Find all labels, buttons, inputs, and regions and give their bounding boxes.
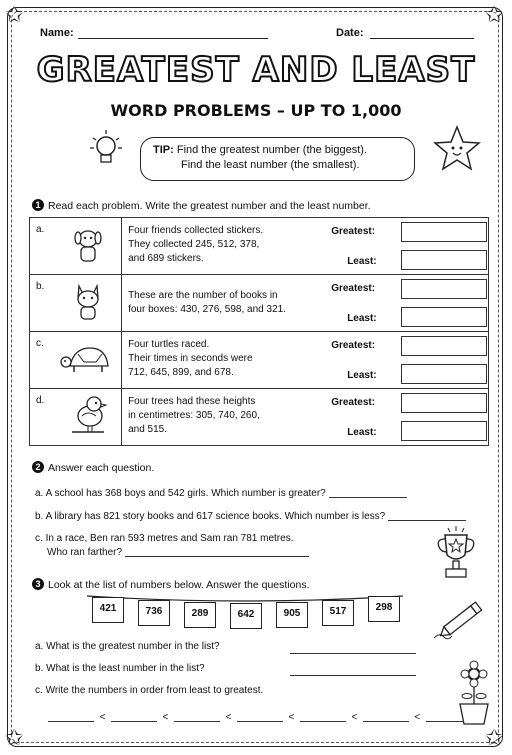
name-label: Name: — [40, 27, 74, 39]
question-letter: c. — [35, 685, 43, 696]
greatest-label: Greatest: — [331, 226, 376, 237]
tip-line-1: Find the greatest number (the biggest). — [176, 144, 368, 156]
problem-line: four boxes: 430, 276, 598, and 321. — [128, 304, 286, 315]
greatest-answer-box[interactable] — [401, 279, 487, 299]
less-than-symbol: < — [414, 712, 421, 723]
problem-letter: b. — [30, 275, 56, 332]
question-3c — [35, 684, 263, 698]
problem-letter: a. — [30, 218, 56, 275]
problem-line: These are the number of books in — [128, 290, 278, 301]
section1-number: 1 — [32, 199, 44, 211]
question-letter: a. — [35, 488, 44, 499]
problem-line: They collected 245, 512, 378, — [128, 239, 260, 250]
problem-line: 712, 645, 899, and 678. — [128, 367, 234, 378]
date-label: Date: — [336, 27, 364, 39]
bird-icon — [56, 389, 122, 446]
cat-icon — [56, 275, 122, 332]
least-answer-box[interactable] — [401, 421, 487, 441]
problem-line: Four trees had these heights — [128, 396, 256, 407]
problem-letter: d. — [30, 389, 56, 446]
number-flag: 517 — [322, 600, 354, 626]
problem-line: and 515. — [128, 424, 168, 435]
question-2a — [35, 487, 407, 501]
answer-blank[interactable] — [125, 546, 309, 557]
problem-text — [122, 218, 324, 275]
problem-line: Their times in seconds were — [128, 353, 253, 364]
section2-instruction: Answer each question. — [48, 462, 155, 474]
number-flag: 289 — [184, 602, 216, 628]
date-field[interactable] — [370, 38, 474, 39]
answer-cell — [323, 218, 488, 275]
number-flag: 736 — [138, 600, 170, 626]
question-letter: b. — [35, 511, 44, 522]
section3-number: 3 — [32, 578, 44, 590]
less-than-symbol: < — [99, 712, 106, 723]
number-flag: 905 — [276, 602, 308, 628]
least-answer-box[interactable] — [401, 250, 487, 270]
tip-label: TIP: — [153, 144, 174, 156]
dog-icon — [56, 218, 122, 275]
least-answer-box[interactable] — [401, 307, 487, 327]
answer-blank[interactable] — [388, 510, 466, 521]
problem-row-d — [30, 389, 489, 446]
greatest-answer-box[interactable] — [401, 336, 487, 356]
turtle-icon — [56, 332, 122, 389]
number-flag: 642 — [230, 603, 262, 629]
problem-line: and 689 stickers. — [128, 253, 204, 264]
section3-heading — [32, 578, 310, 591]
section3-instruction: Look at the list of numbers below. Answer the questions. — [48, 579, 310, 591]
question-text: A library has 821 story books and 617 science books. Which number is less? — [45, 511, 386, 522]
question-letter: c. — [35, 533, 43, 544]
order-blank[interactable] — [48, 711, 94, 722]
less-than-symbol: < — [351, 712, 358, 723]
problem-text — [122, 389, 324, 446]
problem-letter: c. — [30, 332, 56, 389]
pencil-icon — [432, 600, 490, 642]
star-icon — [432, 124, 482, 172]
question-letter: a. — [35, 641, 44, 652]
question-2b — [35, 510, 466, 524]
less-than-symbol: < — [225, 712, 232, 723]
answer-cell — [323, 389, 488, 446]
question-text: What is the greatest number in the list? — [46, 641, 220, 652]
section1-instruction: Read each problem. Write the greatest number and the least number. — [48, 200, 371, 212]
tip-box — [140, 137, 415, 181]
answer-blank[interactable] — [329, 487, 407, 498]
less-than-symbol: < — [288, 712, 295, 723]
problem-line: in centimetres: 305, 740, 260, — [128, 410, 260, 421]
greatest-label: Greatest: — [331, 397, 376, 408]
answer-cell — [323, 275, 488, 332]
question-letter: b. — [35, 663, 44, 674]
problem-line: Four turtles raced. — [128, 339, 210, 350]
answer-cell — [323, 332, 488, 389]
problem-row-b — [30, 275, 489, 332]
question-text: Who ran farther? — [47, 547, 123, 558]
section2-number: 2 — [32, 461, 44, 473]
page-subtitle: WORD PROBLEMS – UP TO 1,000 — [110, 101, 402, 120]
greatest-label: Greatest: — [331, 283, 376, 294]
problem-text — [122, 275, 324, 332]
greatest-answer-box[interactable] — [401, 222, 487, 242]
section1-heading — [32, 199, 371, 212]
flower-pot-icon — [452, 660, 496, 728]
problem-line: Four friends collected stickers. — [128, 225, 264, 236]
least-label: Least: — [347, 370, 377, 381]
least-answer-box[interactable] — [401, 364, 487, 384]
order-blank[interactable] — [363, 711, 409, 722]
order-row — [48, 711, 472, 723]
question-text: Write the numbers in order from least to greatest. — [45, 685, 264, 696]
question-text: What is the least number in the list? — [46, 663, 205, 674]
trophy-icon — [433, 525, 479, 587]
tip-line-2: Find the least number (the smallest). — [181, 159, 360, 171]
question-text: A school has 368 boys and 542 girls. Which number is greater? — [45, 488, 326, 499]
name-field[interactable] — [78, 38, 268, 39]
answer-blank[interactable] — [290, 665, 416, 676]
order-blank[interactable] — [111, 711, 157, 722]
greatest-answer-box[interactable] — [401, 393, 487, 413]
greatest-label: Greatest: — [331, 340, 376, 351]
question-text: In a race, Ben ran 593 metres and Sam ran 781 metres. — [45, 533, 294, 544]
least-label: Least: — [347, 427, 377, 438]
order-blank[interactable] — [237, 711, 283, 722]
answer-blank[interactable] — [290, 643, 416, 654]
corner-star-icon: ✩ — [5, 725, 24, 750]
corner-star-icon: ✩ — [485, 725, 504, 750]
question-3a — [35, 640, 220, 654]
corner-star-icon: ✩ — [5, 2, 24, 27]
page-title: GREATEST AND LEAST — [36, 50, 476, 90]
number-flag: 421 — [92, 597, 124, 623]
problem-row-a — [30, 218, 489, 275]
problem-text — [122, 332, 324, 389]
lightbulb-icon — [88, 128, 124, 172]
problems-table — [29, 217, 489, 446]
question-3b — [35, 662, 205, 676]
number-flag: 298 — [368, 596, 400, 622]
problem-row-c — [30, 332, 489, 389]
order-blank[interactable] — [300, 711, 346, 722]
question-2c — [35, 532, 309, 560]
less-than-symbol: < — [162, 712, 169, 723]
least-label: Least: — [347, 256, 377, 267]
least-label: Least: — [347, 313, 377, 324]
order-blank[interactable] — [174, 711, 220, 722]
section2-heading — [32, 461, 154, 474]
corner-star-icon: ✩ — [485, 2, 504, 27]
